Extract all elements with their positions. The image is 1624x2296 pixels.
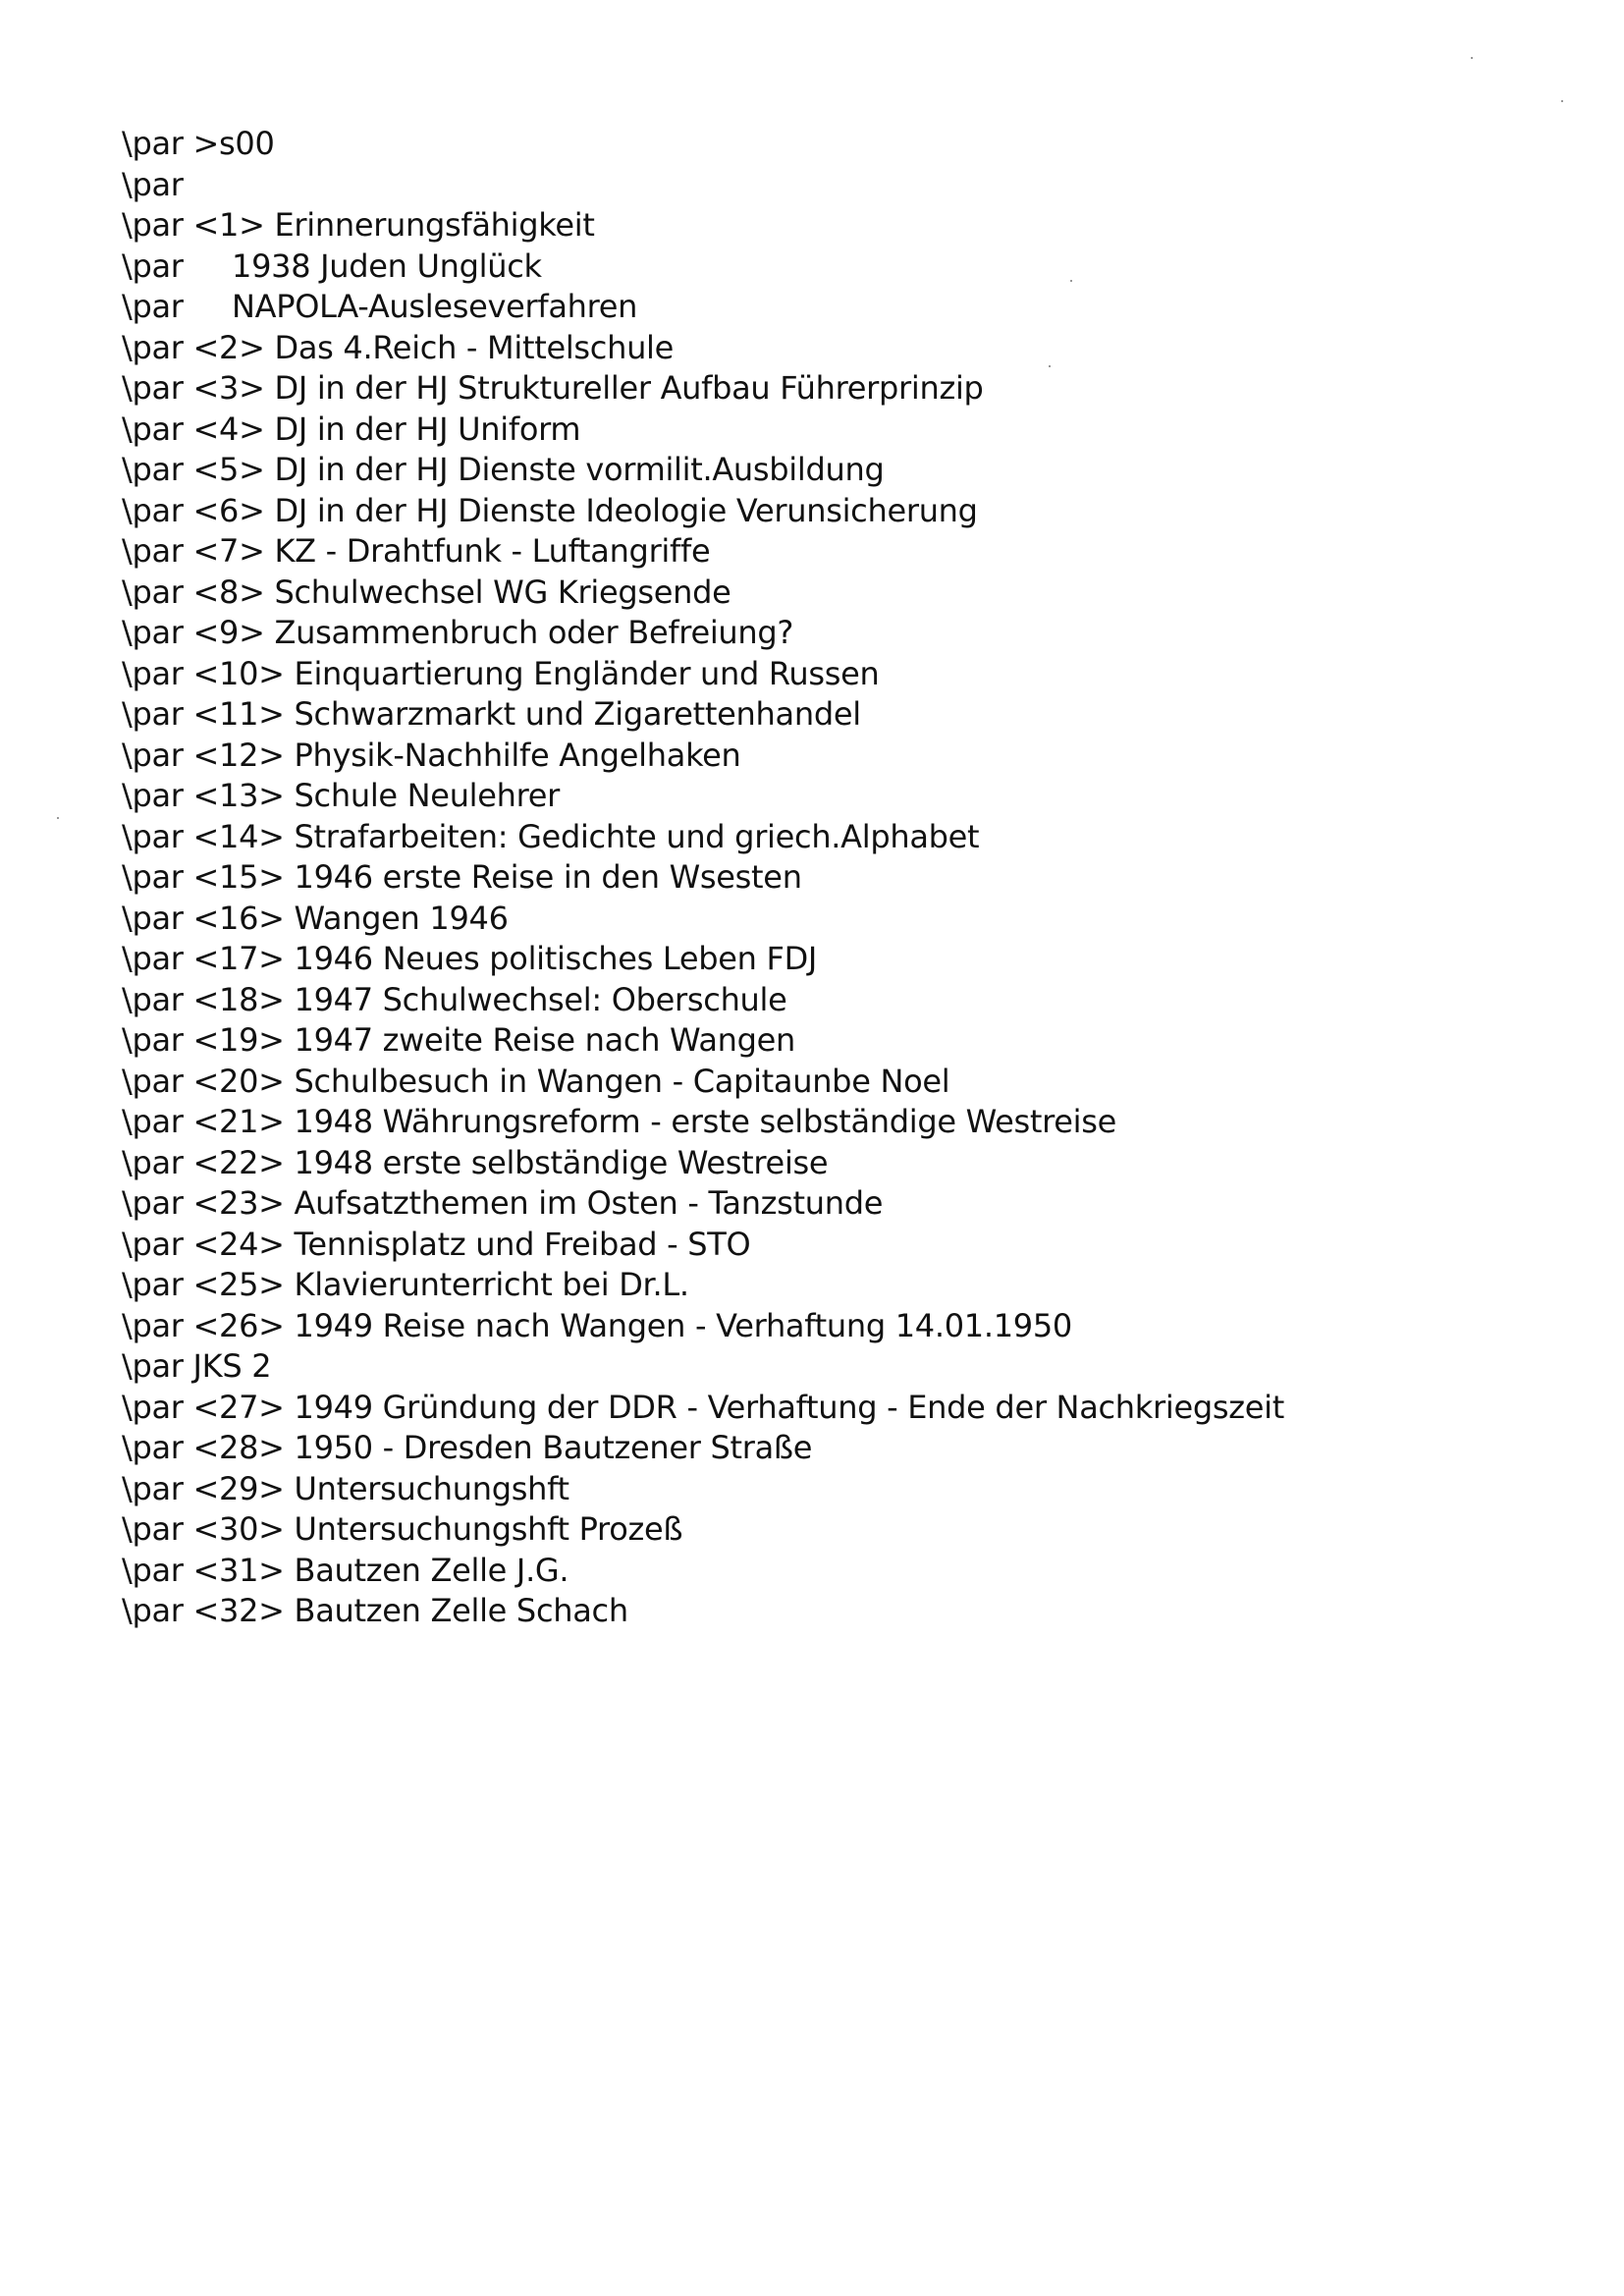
text-line: \par <4> DJ in der HJ Uniform (122, 410, 581, 448)
text-line: \par <31> Bautzen Zelle J.G. (122, 1551, 569, 1589)
text-line: \par <30> Untersuchungshft Prozeß (122, 1510, 683, 1548)
paragraph-list (122, 124, 1398, 1591)
text-line: \par <11> Schwarzmarkt und Zigarettenhandel (122, 695, 861, 733)
text-line: \par <15> 1946 erste Reise in den Wsesten (122, 858, 802, 896)
text-line: \par 1938 Juden Unglück (122, 246, 542, 285)
text-line: \par <21> 1948 Währungsreform - erste selbständige Westreise (122, 1103, 1117, 1140)
text-line: \par (122, 165, 184, 203)
truncated-line-text: \par <32> Bautzen Zelle Schach (122, 1592, 628, 1629)
text-line: \par <10> Einquartierung Engländer und Russen (122, 654, 880, 692)
text-line: \par <14> Strafarbeiten: Gedichte und griech.Alphabet (122, 817, 980, 855)
text-line: \par <27> 1949 Gründung der DDR - Verhaftung - Ende der Nachkriegszeit (122, 1388, 1284, 1426)
text-line: \par <20> Schulbesuch in Wangen - Capitaunbe Noel (122, 1062, 950, 1100)
text-line: \par <29> Untersuchungshft (122, 1469, 569, 1507)
text-line: \par <13> Schule Neulehrer (122, 777, 561, 814)
text-line: \par JKS 2 (122, 1347, 272, 1385)
text-line: \par <22> 1948 erste selbständige Westreise (122, 1143, 829, 1181)
text-line: \par <6> DJ in der HJ Dienste Ideologie Verunsicherung (122, 491, 978, 529)
text-line: \par <7> KZ - Drahtfunk - Luftangriffe (122, 532, 711, 570)
text-line: \par <1> Erinnerungsfähigkeit (122, 206, 595, 244)
text-line: \par <23> Aufsatzthemen im Osten - Tanzstunde (122, 1184, 884, 1222)
scan-speck (1049, 365, 1051, 367)
scan-speck (57, 817, 59, 819)
scan-speck (1070, 280, 1072, 282)
text-line: \par <12> Physik-Nachhilfe Angelhaken (122, 736, 741, 774)
text-line: \par <2> Das 4.Reich - Mittelschule (122, 328, 675, 366)
text-line: \par <25> Klavierunterricht bei Dr.L. (122, 1266, 689, 1303)
text-line: \par <26> 1949 Reise nach Wangen - Verhaftung 14.01.1950 (122, 1306, 1072, 1344)
text-line: \par <19> 1947 zweite Reise nach Wangen (122, 1021, 796, 1059)
text-line: \par >s00 (122, 125, 275, 162)
text-line: \par <28> 1950 - Dresden Bautzener Straße (122, 1429, 813, 1466)
text-line: \par <18> 1947 Schulwechsel: Oberschule (122, 980, 787, 1018)
scan-speck (1561, 100, 1563, 102)
text-line: \par <24> Tennisplatz und Freibad - STO (122, 1225, 751, 1263)
truncated-line (122, 1591, 672, 1629)
text-line: \par <17> 1946 Neues politisches Leben FDJ (122, 940, 818, 977)
text-line: \par <8> Schulwechsel WG Kriegsende (122, 573, 731, 611)
text-line: \par NAPOLA-Ausleseverfahren (122, 288, 638, 325)
text-line: \par <9> Zusammenbruch oder Befreiung? (122, 614, 794, 651)
scan-speck (1471, 57, 1473, 59)
text-line: \par <3> DJ in der HJ Struktureller Aufbau Führerprinzip (122, 369, 984, 407)
text-line: \par <16> Wangen 1946 (122, 899, 509, 937)
text-line: \par <5> DJ in der HJ Dienste vormilit.Ausbildung (122, 451, 885, 488)
